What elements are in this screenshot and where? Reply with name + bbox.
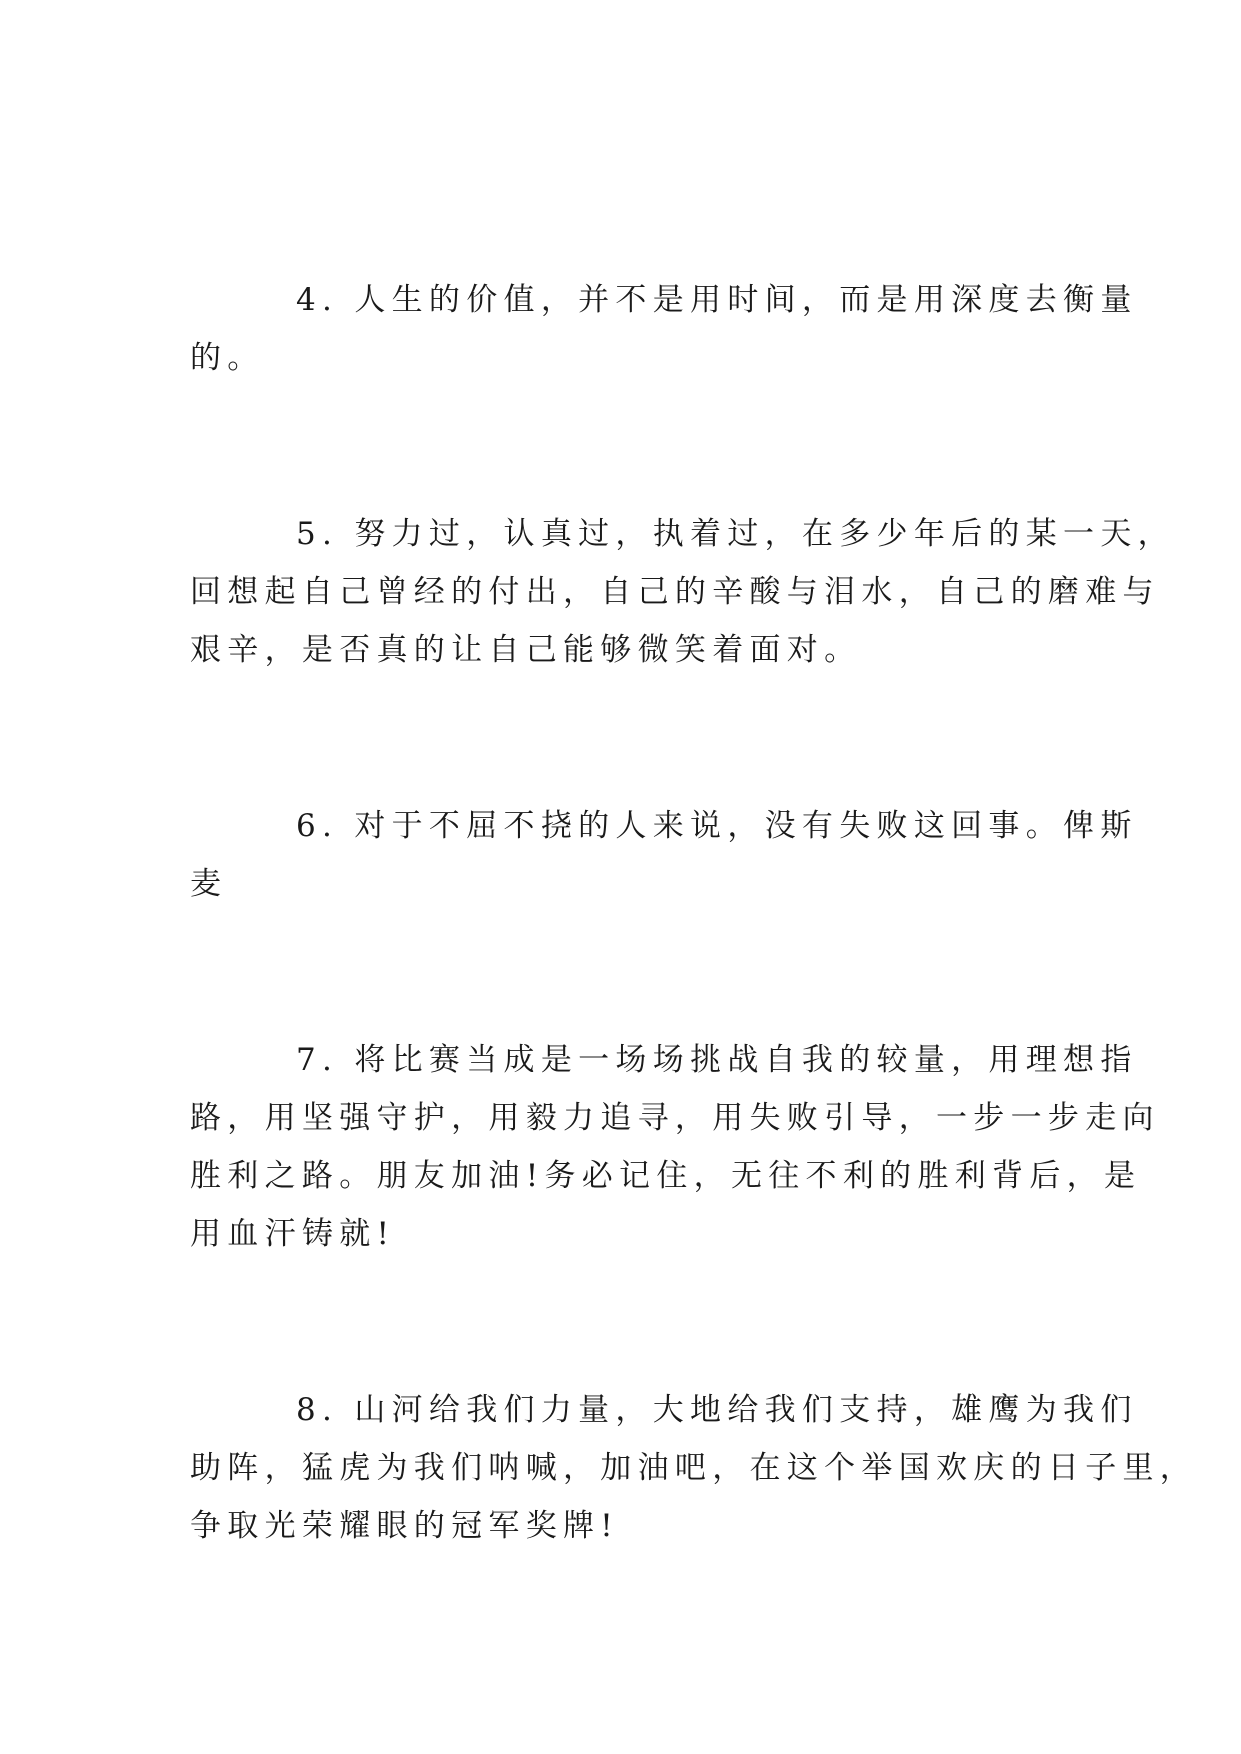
paragraph-line: 路，用坚强守护，用毅力追寻，用失败引导，一步一步走向 bbox=[190, 1100, 1160, 1136]
paragraph-line: 艰辛，是否真的让自己能够微笑着面对。 bbox=[190, 632, 862, 668]
paragraph-line: 争取光荣耀眼的冠军奖牌! bbox=[190, 1508, 620, 1544]
paragraph-line: 7. 将比赛当成是一场场挑战自我的较量，用理想指 bbox=[296, 1042, 1138, 1078]
paragraph-line: 回想起自己曾经的付出，自己的辛酸与泪水，自己的磨难与 bbox=[190, 574, 1160, 610]
paragraph-line: 8. 山河给我们力量，大地给我们支持，雄鹰为我们 bbox=[296, 1392, 1138, 1428]
paragraph-line: 6. 对于不屈不挠的人来说，没有失败这回事。俾斯 bbox=[296, 808, 1138, 844]
paragraph-line: 胜利之路。朋友加油!务必记住，无往不利的胜利背后，是 bbox=[190, 1158, 1142, 1194]
paragraph-line: 的。 bbox=[190, 340, 265, 376]
paragraph-line: 用血汗铸就! bbox=[190, 1216, 396, 1252]
paragraph-line: 麦 bbox=[190, 866, 228, 902]
paragraph-line: 5. 努力过，认真过，执着过，在多少年后的某一天， bbox=[296, 516, 1175, 552]
paragraph-line: 助阵，猛虎为我们呐喊，加油吧，在这个举国欢庆的日子里， bbox=[190, 1450, 1198, 1486]
paragraph-line: 4. 人生的价值，并不是用时间，而是用深度去衡量 bbox=[296, 282, 1138, 318]
